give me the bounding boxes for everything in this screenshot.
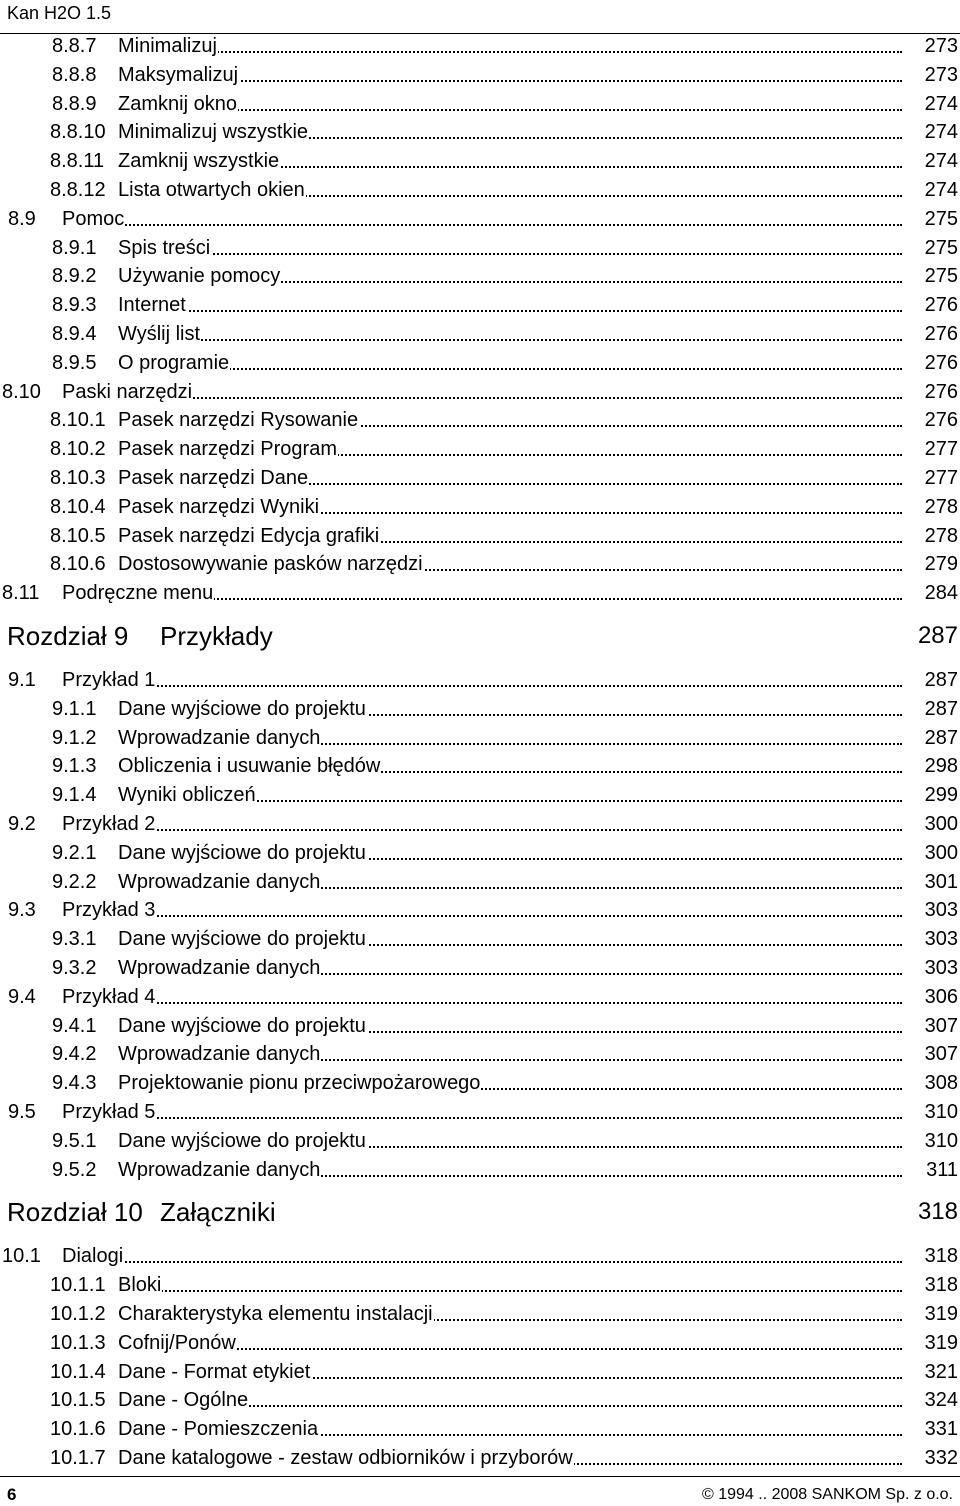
toc-entry-title [118,118,902,146]
toc-entry-number: 8.9.4 [52,323,97,345]
toc-entry-page: 287 [917,622,958,649]
toc-entry-title-text: Paski narzędzi [62,380,193,403]
toc-entry-title-text: Przykład 2 [62,813,156,835]
toc-entry-title [118,1358,902,1386]
toc-entry[interactable] [0,868,960,896]
toc-entry-title-text: Internet [118,294,186,317]
toc-entry[interactable] [0,90,960,118]
toc-entry-title-text: Dane wyjściowe do projektu [118,697,366,720]
toc-entry-number: 9.3.2 [52,957,97,979]
toc-entry-page: 306 [924,985,958,1008]
toc-entry-title-text: Pasek narzędzi Rysowanie [118,409,359,432]
toc-entry-number: 9.5.2 [52,1158,97,1181]
toc-entry-title [118,1386,902,1414]
toc-entry-title [118,1069,902,1097]
toc-entry[interactable] [0,1444,960,1472]
toc-entry-number: 9.1.3 [52,755,97,778]
toc-entry-title-text: Maksymalizuj [118,63,239,86]
toc-entry[interactable] [0,1358,960,1386]
toc-entry-title-text: Dane - Ogólne [118,1389,249,1412]
toc-entry[interactable] [0,1415,960,1443]
toc-entry-title-text: Dane wyjściowe do projektu [118,841,366,864]
toc-entry[interactable] [0,1242,960,1270]
toc-entry-page: 287 [924,726,958,749]
toc-entry-page: 278 [924,524,958,547]
toc-entry[interactable] [0,1098,960,1126]
toc-entry-page: 279 [924,553,958,576]
toc-entry-title [118,1156,902,1184]
toc-entry-number: 8.8.8 [52,63,97,86]
toc-entry-number: 8.8.12 [50,179,106,201]
toc-entry-title-text: Używanie pomocy [118,265,281,288]
toc-entry-title-text: Cofnij/Ponów [118,1331,236,1354]
toc-entry-title [62,983,902,1011]
toc-entry[interactable] [0,752,960,780]
toc-entry-title-text: Podręczne menu [62,582,214,605]
toc-entry[interactable] [0,954,960,982]
page-number: 6 [7,1485,17,1504]
toc-entry-number: 9.4.3 [52,1072,97,1095]
document-title: Kan H2O 1.5 [7,3,112,23]
toc-entry-number: 8.9.1 [52,236,97,259]
toc-entry-title-text: Załączniki [160,1197,276,1228]
toc-entry-title [118,234,902,262]
toc-entry-title-text: Przykład 4 [62,985,156,1008]
toc-entry[interactable] [0,983,960,1011]
toc-entry-page: 278 [924,495,958,518]
toc-entry-page: 274 [924,179,958,201]
toc-entry-title-text: Bloki [118,1274,162,1297]
toc-entry-title [118,1300,902,1328]
toc-entry-number: 8.10.3 [50,467,106,489]
toc-entry[interactable] [0,291,960,319]
toc-entry[interactable] [0,32,960,60]
toc-entry-number: 10.1.1 [50,1274,106,1297]
toc-entry-number: 9.1.2 [52,726,97,749]
toc-entry-page: 276 [924,409,958,432]
toc-entry-title [118,349,902,377]
toc-entry-number: 10.1.6 [50,1418,106,1441]
toc-entry-page: 318 [917,1198,958,1226]
toc-entry-title [118,435,902,463]
toc-entry-title-text: Zamknij okno [118,92,237,115]
toc-entry-page: 308 [924,1072,958,1095]
toc-entry-number: 8.11 [2,582,40,605]
toc-entry-title [118,868,902,896]
toc-entry-title [118,291,902,319]
toc-entry-title [118,550,902,578]
toc-entry-number: 9.1.1 [52,697,97,720]
toc-entry-number: 10.1 [2,1245,41,1268]
toc-entry-number: 8.9 [8,207,36,230]
toc-entry-title-text: Przykład 1 [62,669,156,691]
toc-entry-title-text: Zamknij wszystkie [118,150,280,173]
toc-entry-page: 303 [924,957,958,979]
toc-entry-title-text: Dostosowywanie pasków narzędzi [118,553,423,576]
toc-entry-number: 8.10.1 [50,409,106,432]
toc-entry[interactable] [0,695,960,723]
toc-entry-title-text: Dane - Pomieszczenia [118,1418,319,1441]
toc-entry[interactable] [0,406,960,434]
toc-entry-title-text: Dane wyjściowe do projektu [118,1129,366,1152]
toc-entry-title [118,781,902,809]
toc-entry-title [62,1242,902,1270]
toc-entry[interactable] [0,1271,960,1299]
toc-entry[interactable] [0,1300,960,1328]
toc-entry-title-text: Wyślij list [118,323,201,345]
toc-entry[interactable] [0,896,960,924]
toc-entry-title-text: Pasek narzędzi Wyniki [118,495,320,518]
toc-entry-page: 318 [924,1245,958,1268]
toc-entry-title [62,378,902,406]
toc-entry-page: 284 [924,582,958,605]
toc-entry-title [118,695,902,723]
toc-entry-title-text: Charakterystyka elementu instalacji [118,1303,433,1325]
toc-entry[interactable] [0,234,960,262]
toc-entry-page: 301 [924,870,958,893]
toc-entry-title [62,896,902,924]
toc-entry-title [62,579,902,607]
toc-entry-title [62,1098,902,1126]
toc-entry-title [118,925,902,953]
toc-entry-title [118,522,902,550]
toc-entry[interactable] [0,1012,960,1040]
toc-entry[interactable] [0,435,960,463]
toc-entry-title-text: Projektowanie pionu przeciwpożarowego [118,1072,481,1095]
toc-entry-page: 273 [924,63,958,86]
footer-divider [0,1476,960,1477]
toc-entry-title [62,810,902,838]
toc-entry[interactable] [0,320,960,348]
toc-entry-title-text: Wyniki obliczeń [118,784,256,807]
toc-entry-number: 9.3.1 [52,928,97,951]
toc-entry-number: Rozdział 9 [7,621,129,651]
toc-entry-number: 8.9.2 [52,265,97,288]
toc-entry-page: 276 [924,323,958,345]
toc-entry-number: 9.5 [8,1101,36,1123]
toc-entry[interactable] [0,176,960,204]
toc-entry-page: 307 [924,1014,958,1037]
toc-entry-title-text: Przykłady [160,621,273,651]
toc-entry-number: 9.2 [8,813,36,835]
toc-entry-number: 8.10 [2,380,41,403]
toc-entry-title-text: Minimalizuj wszystkie [118,121,309,144]
toc-entry-page: 277 [924,438,958,461]
toc-entry-title-text: Pasek narzędzi Program [118,438,337,461]
toc-entry[interactable] [0,262,960,290]
toc-entry[interactable] [0,781,960,809]
toc-entry-title-text: Dialogi [62,1245,124,1268]
toc-entry-title [118,90,902,118]
toc-entry[interactable] [0,666,960,694]
toc-entry-title [118,406,902,434]
toc-entry[interactable] [0,493,960,521]
toc-entry-page: 274 [924,92,958,115]
toc-entry-title [62,205,902,233]
toc-entry-title [118,1415,902,1443]
toc-entry-page: 276 [924,351,958,374]
toc-entry-title-text: Pasek narzędzi Edycja grafiki [118,524,380,547]
toc-entry-title-text: Dane - Format etykiet [118,1360,311,1383]
toc-entry[interactable] [0,349,960,377]
toc-entry-title [118,1444,902,1472]
toc-entry[interactable] [0,378,960,406]
toc-entry-title [118,464,902,492]
toc-entry-page: 307 [924,1043,958,1066]
toc-entry-page: 287 [924,669,958,691]
toc-entry[interactable] [0,724,960,752]
toc-entry-page: 274 [924,150,958,173]
toc-entry-number: 8.9.5 [52,351,97,374]
toc-entry-number: 10.1.2 [50,1303,106,1325]
toc-entry-title [118,1329,902,1357]
toc-entry-page: 277 [924,467,958,489]
toc-entry-title-text: Minimalizuj [118,35,217,57]
toc-entry-number: 9.4 [8,985,36,1008]
toc-entry-title-text: Obliczenia i usuwanie błędów [118,755,381,778]
toc-entry-title-text: Spis treści [118,236,211,259]
toc-entry-number: 9.1 [8,669,36,691]
toc-entry-number: 9.4.2 [52,1043,97,1066]
toc-entry[interactable] [0,147,960,175]
toc-entry-page: 276 [924,294,958,317]
toc-entry-page: 276 [924,380,958,403]
toc-entry-number: 8.10.5 [50,524,106,547]
toc-entry-title [118,752,902,780]
toc-entry-number: 10.1.4 [50,1360,106,1383]
toc-entry-number: 9.2.2 [52,870,97,893]
toc-entry[interactable] [0,1040,960,1068]
toc-entry-title [160,1194,880,1230]
toc-entry-title [118,1271,902,1299]
toc-entry-number: 8.9.3 [52,294,97,317]
toc-entry-title [118,1012,902,1040]
toc-entry-page: 319 [924,1303,958,1325]
toc-entry-number: 8.8.11 [50,150,105,173]
toc-entry-page: 331 [924,1418,958,1441]
toc-entry-title-text: Pasek narzędzi Dane [118,467,309,489]
toc-entry-number: 8.10.6 [50,553,106,576]
toc-entry-number: 10.1.5 [50,1389,106,1412]
toc-entry-number: 9.2.1 [52,841,97,864]
toc-entry-page: 319 [924,1331,958,1354]
toc-entry-page: 273 [924,35,958,57]
toc-entry[interactable] [0,118,960,146]
toc-entry-title-text: Pomoc [62,207,125,230]
toc-entry-title-text: Wprowadzanie danych [118,870,321,893]
toc-entry-title [118,61,902,89]
toc-entry[interactable] [0,550,960,578]
toc-entry-title [118,839,902,867]
toc-entry-page: 300 [924,813,958,835]
toc-entry-number: 9.3 [8,899,36,922]
toc-entry-title [118,262,902,290]
toc-entry-title [118,32,902,60]
toc-entry-page: 332 [924,1447,958,1469]
toc-entry-page: 275 [924,236,958,259]
toc-entry[interactable] [0,522,960,550]
toc-entry[interactable] [0,1156,960,1184]
toc-entry[interactable] [0,925,960,953]
toc-entry-title-text: Lista otwartych okien [118,179,305,201]
toc-entry-page: 298 [924,755,958,778]
toc-entry-page: 300 [924,841,958,864]
toc-entry-title [62,666,902,694]
toc-entry-title-text: Przykład 3 [62,899,156,922]
toc-entry[interactable] [0,1127,960,1155]
toc-entry-title [118,1127,902,1155]
toc-entry[interactable] [0,61,960,89]
toc-entry-number: 8.8.7 [52,35,97,57]
toc-entry-title-text: Dane katalogowe - zestaw odbiorników i przyborów [118,1447,573,1469]
toc-entry[interactable] [0,1386,960,1414]
toc-entry-number: 8.8.9 [52,92,97,115]
toc-entry-number: 10.1.7 [50,1447,106,1469]
toc-entry-page: 303 [924,899,958,922]
toc-entry-page: 274 [924,121,958,144]
toc-entry-page: 318 [924,1274,958,1297]
toc-entry[interactable] [0,839,960,867]
toc-entry-page: 299 [924,784,958,807]
toc-entry-number: 9.4.1 [52,1014,97,1037]
toc-entry[interactable] [0,205,960,233]
toc-entry-title-text: Wprowadzanie danych [118,726,321,749]
toc-entry-number: Rozdział 10 [7,1197,143,1228]
toc-entry[interactable] [0,1069,960,1097]
toc-chapter-entry[interactable] [0,1194,960,1230]
toc-entry-title-text: Wprowadzanie danych [118,1043,321,1066]
toc-entry-title-text: Dane wyjściowe do projektu [118,1014,366,1037]
toc-entry-title [118,320,902,348]
toc-entry-page: 275 [924,265,958,288]
toc-entry-title [160,618,880,654]
toc-entry-title-text: O programie [118,351,230,374]
toc-entry-number: 10.1.3 [50,1331,106,1354]
toc-entry-number: 8.8.10 [50,121,106,144]
toc-entry-title [118,1040,902,1068]
copyright-notice: © 1994 .. 2008 SANKOM Sp. z o.o. [701,1486,953,1503]
toc-entry-title-text: Dane wyjściowe do projektu [118,928,366,951]
toc-entry-page: 311 [926,1158,958,1181]
toc-entry-title [118,147,902,175]
toc-entry-page: 303 [924,928,958,951]
toc-entry-number: 8.10.4 [50,495,106,518]
toc-entry[interactable] [0,579,960,607]
toc-entry-page: 310 [924,1129,958,1152]
toc-chapter-entry[interactable] [0,618,960,654]
toc-entry[interactable] [0,1329,960,1357]
toc-entry-page: 275 [924,207,958,230]
toc-entry-page: 321 [924,1360,958,1383]
toc-entry-page: 287 [924,697,958,720]
toc-entry-number: 9.5.1 [52,1129,97,1152]
toc-entry-number: 8.10.2 [50,438,106,461]
toc-entry[interactable] [0,810,960,838]
toc-entry-title-text: Przykład 5 [62,1101,156,1123]
toc-entry-number: 9.1.4 [52,784,97,807]
toc-entry-title-text: Wprowadzanie danych [118,1158,321,1181]
toc-entry[interactable] [0,464,960,492]
toc-entry-title [118,724,902,752]
toc-entry-title [118,176,902,204]
toc-entry-title [118,954,902,982]
toc-entry-title [118,493,902,521]
toc-entry-page: 324 [924,1389,958,1412]
toc-entry-title-text: Wprowadzanie danych [118,957,321,979]
toc-entry-page: 310 [924,1101,958,1123]
